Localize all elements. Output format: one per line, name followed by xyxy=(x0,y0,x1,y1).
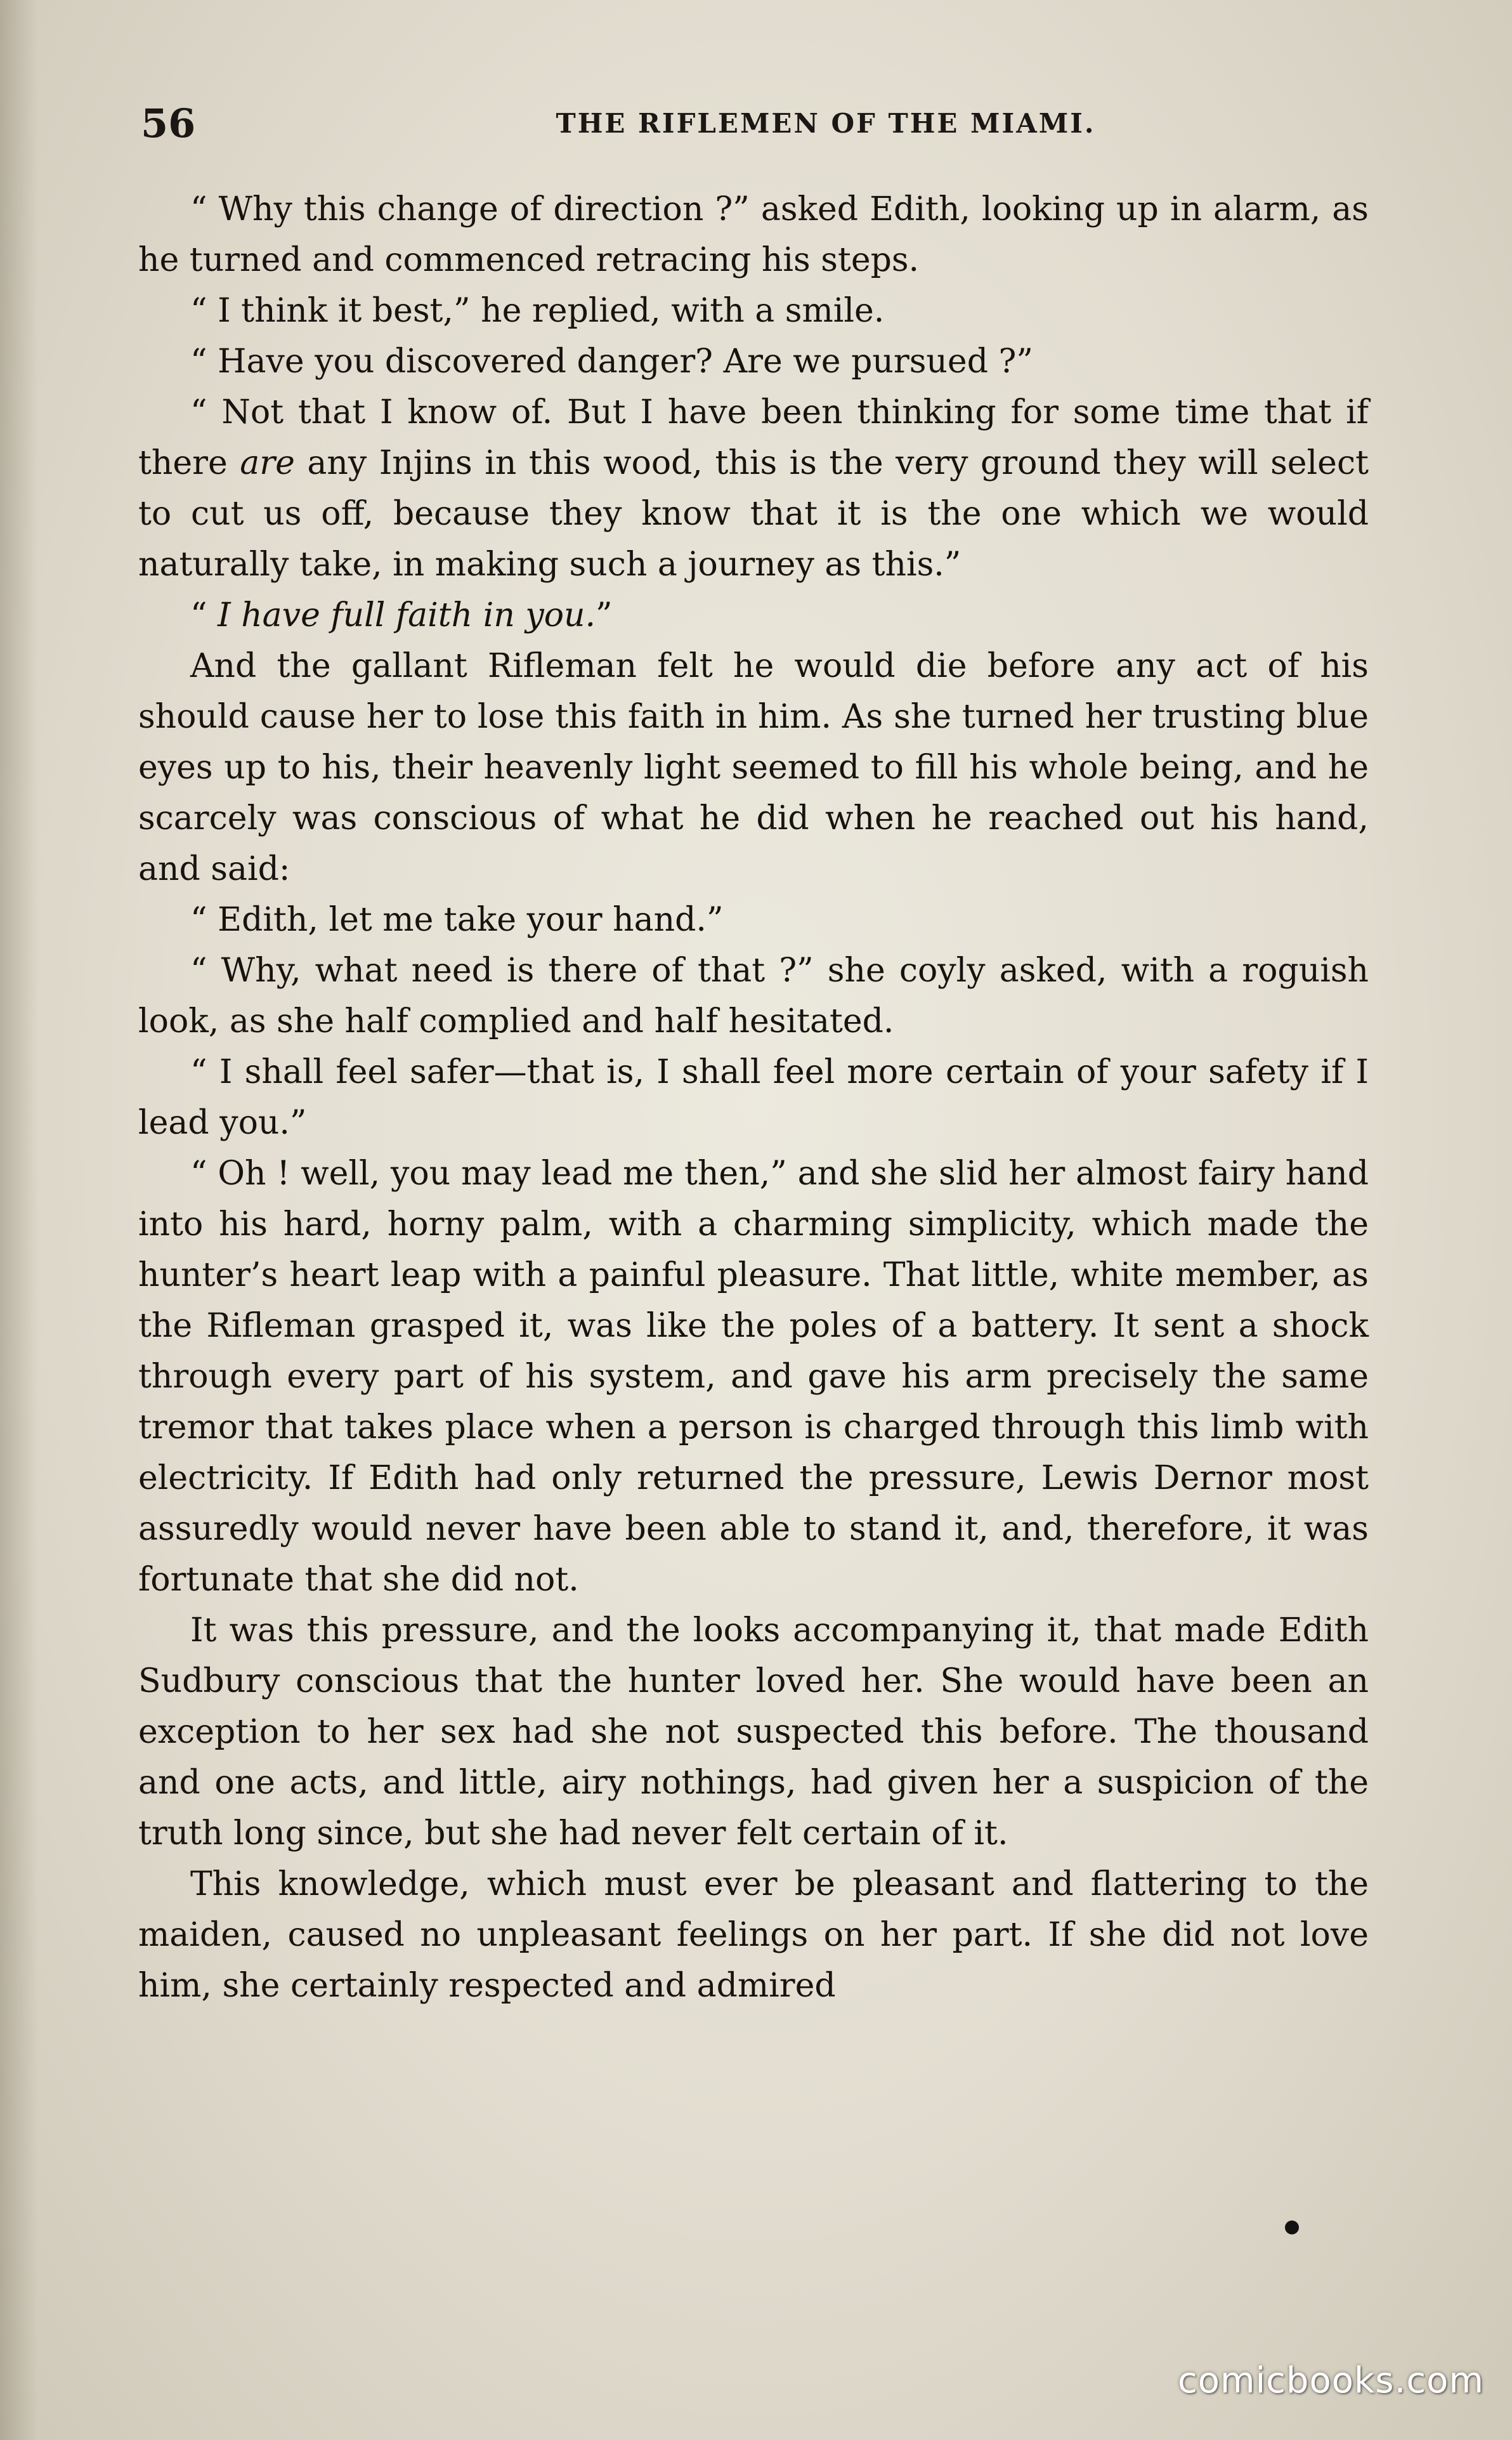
paragraph: “ I have full faith in you.” xyxy=(190,596,613,634)
paragraph: “ Why this change of direction ?” asked Edith, looking up in alarm, as he turned and commenced retracing his steps. xyxy=(138,190,1369,279)
paragraph: “ Have you discovered danger? Are we pursued ?” xyxy=(190,343,1033,381)
paragraph: “ Oh ! well, you may lead me then,” and she slid her almost fairy hand into his hard, horny palm, with a charming simplicity, which made the hunter’s heart leap with a painful pleasure. That little, white member, as the Rifleman grasped it, was like the poles of a battery. It sent a shock through every part of his system, and gave his arm precisely the same tremor that takes place when a person is charged through this limb with electricity. If Edith had only returned the pressure, Lewis Dernor most assuredly would never have been able to stand it, and, therefore, it was fortunate that she did not. xyxy=(138,1155,1369,1599)
binding-shadow xyxy=(0,0,38,2440)
body-text xyxy=(138,184,1369,2011)
page-header xyxy=(141,95,1371,152)
paragraph: This knowledge, which must ever be pleasant and flattering to the maiden, caused no unpleasant feelings on her part. If she did not love him, she certainly respected and admired xyxy=(138,1865,1369,2005)
page-number: 56 xyxy=(141,100,196,147)
watermark-text: comicbooks.com xyxy=(1177,2360,1484,2401)
italic-emphasis: I have full faith in you. xyxy=(218,596,596,634)
paragraph: And the gallant Rifleman felt he would die before any act of his should cause her to lose this faith in him. As she turned her trusting blue eyes up to his, their heavenly light seemed to fill his whole being, and he scarcely was conscious of what he did when he reached out his hand, and said: xyxy=(138,647,1369,888)
paragraph: “ I shall feel safer—that is, I shall feel more certain of your safety if I lead you.” xyxy=(138,1053,1369,1142)
running-title: THE RIFLEMEN OF THE MIAMI. xyxy=(556,108,1096,139)
paragraph: “ Not that I know of. But I have been thinking for some time that if there are any Injins in this wood, this is the very ground they will select to cut us off, because they know that it is the one which we would naturally take, in making such a journey as this.” xyxy=(138,393,1369,584)
paragraph: It was this pressure, and the looks accompanying it, that made Edith Sudbury conscious that the hunter loved her. She would have been an exception to her sex had she not suspected this before. The thousand and one acts, and little, airy nothings, had given her a suspicion of the truth long since, but she had never felt certain of it. xyxy=(138,1611,1369,1853)
paragraph: “ I think it best,” he replied, with a smile. xyxy=(190,292,885,330)
paragraph: “ Edith, let me take your hand.” xyxy=(190,901,724,939)
italic-emphasis: are xyxy=(240,444,295,482)
ink-speck xyxy=(1285,2220,1299,2234)
paragraph: “ Why, what need is there of that ?” she coyly asked, with a roguish look, as she half complied and half hesitated. xyxy=(138,952,1369,1040)
